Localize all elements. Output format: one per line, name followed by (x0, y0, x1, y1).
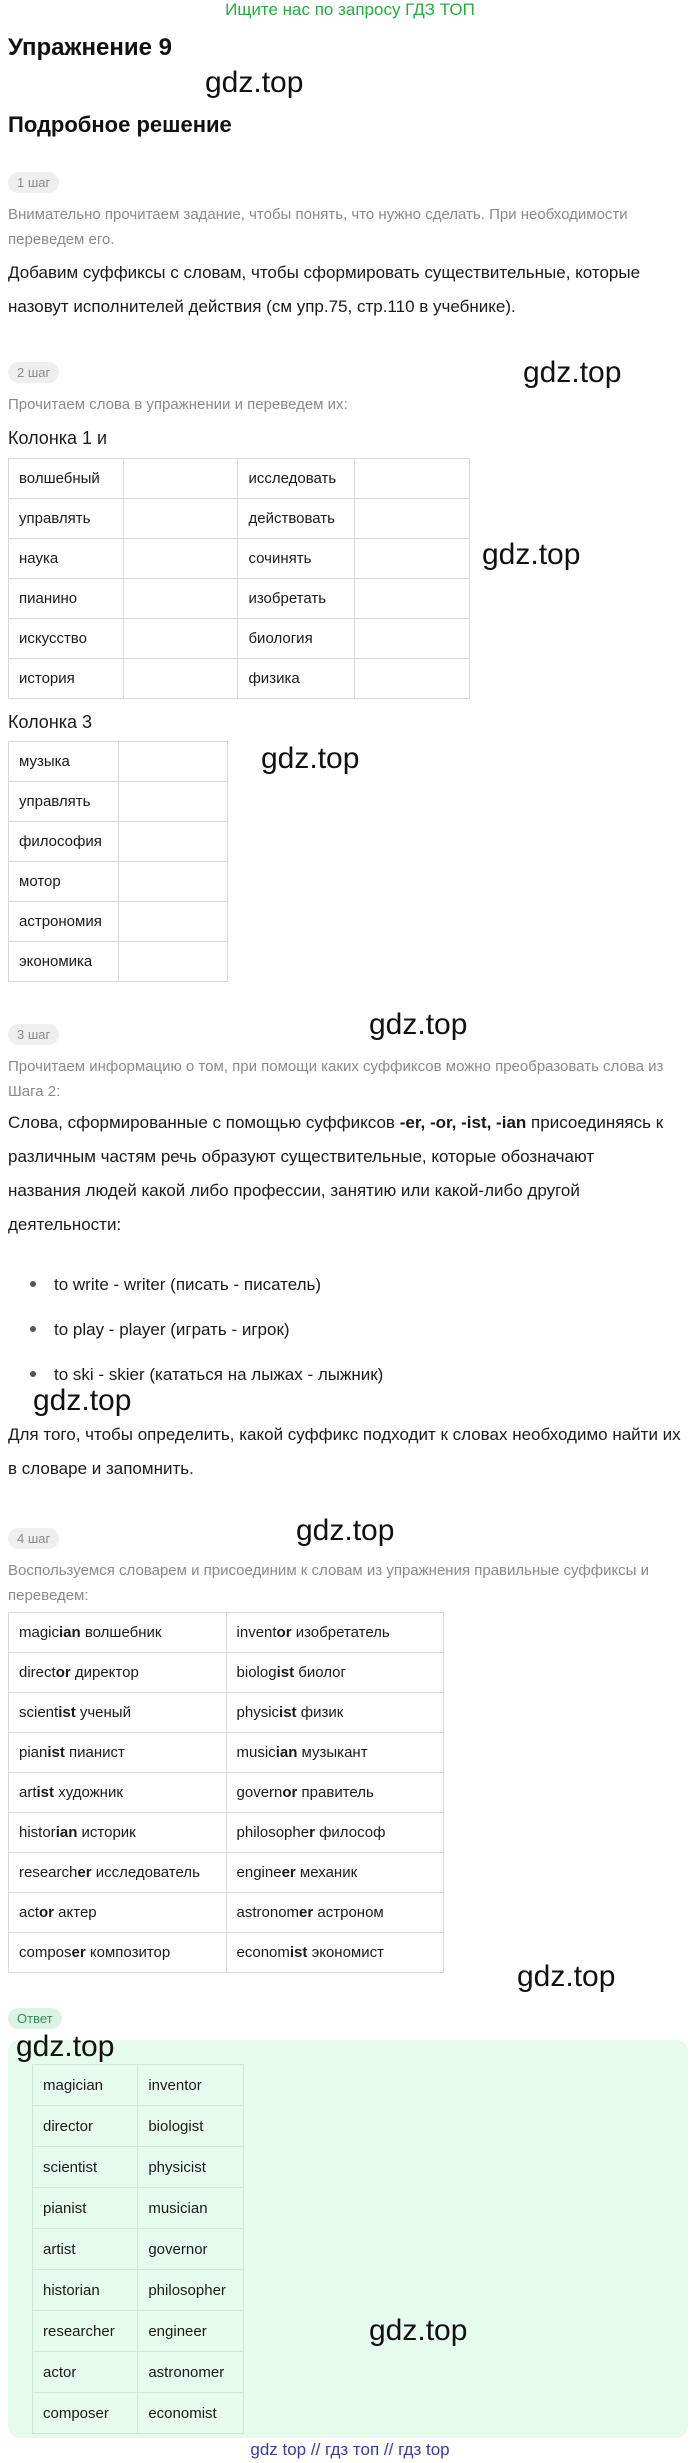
word-stem: music (236, 1744, 276, 1761)
word-cell (9, 1613, 227, 1653)
step-badge: 4 шаг (8, 1528, 59, 1549)
word-cell: история (9, 659, 124, 699)
table-row (9, 1813, 444, 1853)
word-cell: волшебный (9, 459, 124, 499)
answer-cell: magician (33, 2065, 138, 2106)
watermark: gdz.top (16, 2030, 115, 2063)
answer-cell: pianist (33, 2188, 138, 2229)
watermark: gdz.top (369, 1008, 468, 1041)
table-row (9, 1773, 444, 1813)
word-translation: астроном (313, 1904, 384, 1921)
word-stem: act (19, 1904, 40, 1921)
word-suffix: er (281, 1864, 296, 1881)
answer-cell: biologist (138, 2106, 244, 2147)
word-suffix: or (282, 1784, 298, 1801)
word-translation: механик (295, 1864, 358, 1881)
word-translation: актер (54, 1904, 97, 1921)
section-title: Подробное решение (8, 112, 232, 137)
step-text: Слова, сформированные с помощью суффиксов -er, -or, -ist, -ian присоединяясь к различным частям речь образуют существительные, которые обозначают названия людей какой либо профессии, занятию или какой-либо другой деятельности: (8, 1113, 664, 1234)
word-cell (226, 1733, 443, 1773)
word-suffix: or (39, 1904, 55, 1921)
word-translation: философ (314, 1824, 386, 1841)
step-note: Воспользуемся словарем и присоединим к словам из упражнения правильные суффиксы и переведем: (8, 1562, 650, 1604)
word-cell: наука (9, 539, 124, 579)
table-caption: Колонка 1 и (8, 428, 108, 448)
word-suffix: ist (36, 1784, 55, 1801)
answer-cell: artist (33, 2229, 138, 2270)
table-row (9, 1613, 444, 1653)
answer-cell: researcher (33, 2311, 138, 2352)
word-suffix: ist (289, 1944, 308, 1961)
word-stem: astronom (236, 1904, 300, 1921)
footer-links (0, 2440, 700, 2460)
answer-blank-cell (355, 659, 470, 699)
answer-blank-cell (118, 822, 227, 862)
answer-cell: director (33, 2106, 138, 2147)
answer-blank-cell (355, 579, 470, 619)
word-cell (9, 1733, 227, 1773)
word-translation: правитель (297, 1784, 374, 1801)
page-title: Упражнение 9 (8, 34, 172, 61)
word-stem: direct (19, 1664, 56, 1681)
table-row (9, 1853, 444, 1893)
word-table-columns-1-2 (8, 458, 470, 699)
word-cell: изобретать (238, 579, 355, 619)
word-cell (226, 1653, 443, 1693)
table-row (9, 539, 470, 579)
table-row (33, 2188, 244, 2229)
word-suffix: or (55, 1664, 71, 1681)
list-item: to play - player (играть - игрок) (8, 1307, 688, 1352)
table-row (33, 2393, 244, 2434)
footer-link[interactable]: гдз топ (325, 2440, 380, 2459)
table-row (9, 499, 470, 539)
word-stem: philosophe (236, 1824, 310, 1841)
table-row (9, 942, 228, 982)
answer-blank-cell (118, 942, 227, 982)
word-cell: управлять (9, 782, 119, 822)
table-row (9, 822, 228, 862)
word-stem: biolog (236, 1664, 277, 1681)
word-suffix: er (71, 1944, 86, 1961)
table-row (9, 1893, 444, 1933)
table-row (9, 742, 228, 782)
table-row (9, 782, 228, 822)
answer-blank-cell (123, 539, 238, 579)
step-badge: 3 шаг (8, 1024, 59, 1045)
footer-link[interactable]: гдз top (398, 2440, 450, 2459)
answer-blank-cell (118, 902, 227, 942)
table-row (9, 902, 228, 942)
answer-badge: Ответ (8, 2008, 62, 2029)
answer-cell: composer (33, 2393, 138, 2434)
word-stem: physic (236, 1704, 280, 1721)
step-note: Прочитаем информацию о том, при помощи каких суффиксов можно преобразовать слова из Шага 2: (8, 1058, 664, 1100)
table-row (9, 1733, 444, 1773)
step-note: Внимательно прочитаем задание, чтобы понять, что нужно сделать. При необходимости переведем его. (8, 206, 628, 248)
word-cell: биология (238, 619, 355, 659)
list-item: to write - writer (писать - писатель) (8, 1262, 688, 1307)
answer-cell: astronomer (138, 2352, 244, 2393)
word-suffix: er (77, 1864, 92, 1881)
step-badge: 1 шаг (8, 172, 59, 193)
watermark: gdz.top (523, 356, 622, 389)
answer-blank-cell (123, 659, 238, 699)
table-row (33, 2229, 244, 2270)
word-stem: invent (236, 1624, 277, 1641)
word-translation: художник (54, 1784, 123, 1801)
word-translation: директор (70, 1664, 139, 1681)
step-text: Добавим суффиксы с словам, чтобы сформировать существительные, которые назовут исполнителей действия (см упр.75, стр.110 в учебнике). (8, 263, 641, 316)
word-suffix: ian (59, 1624, 81, 1641)
word-suffix: ian (55, 1824, 78, 1841)
word-translation: изобретатель (291, 1624, 390, 1641)
answer-cell: philosopher (138, 2270, 244, 2311)
word-stem: compos (19, 1944, 72, 1961)
table-row (33, 2352, 244, 2393)
word-stem: engine (236, 1864, 282, 1881)
word-suffix: or (276, 1624, 292, 1641)
word-cell: астрономия (9, 902, 119, 942)
word-translation: физик (296, 1704, 344, 1721)
table-row (9, 1653, 444, 1693)
footer-separator: // (383, 2440, 394, 2459)
examples-list (8, 1262, 688, 1397)
answer-cell: economist (138, 2393, 244, 2434)
table-row (33, 2147, 244, 2188)
word-cell (9, 1933, 227, 1973)
table-caption: Колонка 3 (8, 712, 93, 732)
word-cell: экономика (9, 942, 119, 982)
word-stem: scient (19, 1704, 59, 1721)
table-row (9, 459, 470, 499)
word-cell (9, 1773, 227, 1813)
watermark: gdz.top (517, 1960, 616, 1993)
word-cell (9, 1693, 227, 1733)
word-suffix: ist (58, 1704, 76, 1721)
word-cell (226, 1933, 443, 1973)
watermark: gdz.top (33, 1384, 132, 1417)
answer-blank-cell (355, 539, 470, 579)
table-row (33, 2106, 244, 2147)
watermark: gdz.top (296, 1514, 395, 1547)
suffix-list: -er, -or, -ist, -ian (399, 1113, 527, 1132)
word-cell: физика (238, 659, 355, 699)
word-stem: econom (236, 1944, 290, 1961)
table-row (9, 1693, 444, 1733)
top-search-link[interactable]: Ищите нас по запросу ГДЗ ТОП (225, 0, 475, 19)
word-cell (226, 1773, 443, 1813)
word-stem: pian (19, 1744, 48, 1761)
word-stem: govern (236, 1784, 283, 1801)
word-suffix: r (309, 1824, 315, 1841)
footer-separator: // (310, 2440, 321, 2459)
table-row (33, 2311, 244, 2352)
suffix-table (8, 1612, 444, 1973)
step-badge: 2 шаг (8, 362, 59, 383)
word-translation: исследователь (91, 1864, 200, 1881)
word-cell: философия (9, 822, 119, 862)
word-stem: research (19, 1864, 78, 1881)
answer-cell: physicist (138, 2147, 244, 2188)
word-cell (226, 1693, 443, 1733)
table-row (9, 862, 228, 902)
word-cell: музыка (9, 742, 119, 782)
word-cell (226, 1893, 443, 1933)
word-suffix: ian (275, 1744, 298, 1761)
word-cell (9, 1893, 227, 1933)
word-suffix: ist (279, 1704, 297, 1721)
watermark: gdz.top (482, 538, 581, 571)
word-translation: биолог (294, 1664, 346, 1681)
word-table-column-3 (8, 741, 228, 982)
word-translation: ученый (75, 1704, 131, 1721)
answer-blank-cell (118, 782, 227, 822)
word-cell (9, 1853, 227, 1893)
word-stem: magic (19, 1624, 60, 1641)
watermark: gdz.top (205, 66, 304, 99)
word-stem: art (19, 1784, 37, 1801)
table-row (9, 659, 470, 699)
answer-cell: historian (33, 2270, 138, 2311)
answer-blank-cell (118, 862, 227, 902)
word-cell (9, 1813, 227, 1853)
list-item: to ski - skier (кататься на лыжах - лыжник) (8, 1352, 688, 1397)
step-note: Прочитаем слова в упражнении и переведем их: (8, 396, 348, 413)
word-cell (226, 1613, 443, 1653)
word-cell (9, 1653, 227, 1693)
word-cell: мотор (9, 862, 119, 902)
word-cell: действовать (238, 499, 355, 539)
watermark: gdz.top (369, 2314, 468, 2347)
answer-blank-cell (123, 579, 238, 619)
answer-blank-cell (118, 742, 227, 782)
word-translation: экономист (307, 1944, 384, 1961)
word-cell: сочинять (238, 539, 355, 579)
word-translation: историк (77, 1824, 136, 1841)
word-translation: композитор (85, 1944, 171, 1961)
word-cell: искусство (9, 619, 124, 659)
word-cell: управлять (9, 499, 124, 539)
word-suffix: ist (47, 1744, 65, 1761)
table-row (9, 1933, 444, 1973)
answer-cell: inventor (138, 2065, 244, 2106)
word-cell: исследовать (238, 459, 355, 499)
word-translation: волшебник (80, 1624, 162, 1641)
answer-blank-cell (123, 619, 238, 659)
answer-cell: scientist (33, 2147, 138, 2188)
word-cell (226, 1853, 443, 1893)
table-row (33, 2270, 244, 2311)
table-row (33, 2065, 244, 2106)
answer-blank-cell (355, 459, 470, 499)
answer-blank-cell (123, 459, 238, 499)
answer-cell: engineer (138, 2311, 244, 2352)
answer-cell: musician (138, 2188, 244, 2229)
answer-cell: governor (138, 2229, 244, 2270)
word-translation: пианист (64, 1744, 125, 1761)
answer-blank-cell (123, 499, 238, 539)
word-suffix: er (299, 1904, 314, 1921)
answer-blank-cell (355, 499, 470, 539)
word-cell: пианино (9, 579, 124, 619)
footer-link[interactable]: gdz top (250, 2440, 307, 2459)
word-suffix: ist (276, 1664, 295, 1681)
word-stem: histor (19, 1824, 56, 1841)
word-translation: музыкант (297, 1744, 368, 1761)
table-row (9, 619, 470, 659)
answer-cell: actor (33, 2352, 138, 2393)
watermark: gdz.top (261, 742, 360, 775)
table-row (9, 579, 470, 619)
answer-table (32, 2064, 244, 2434)
answer-blank-cell (355, 619, 470, 659)
step-text: Для того, чтобы определить, какой суффикс подходит к словах необходимо найти их в словаре и запомнить. (8, 1425, 681, 1478)
word-cell (226, 1813, 443, 1853)
